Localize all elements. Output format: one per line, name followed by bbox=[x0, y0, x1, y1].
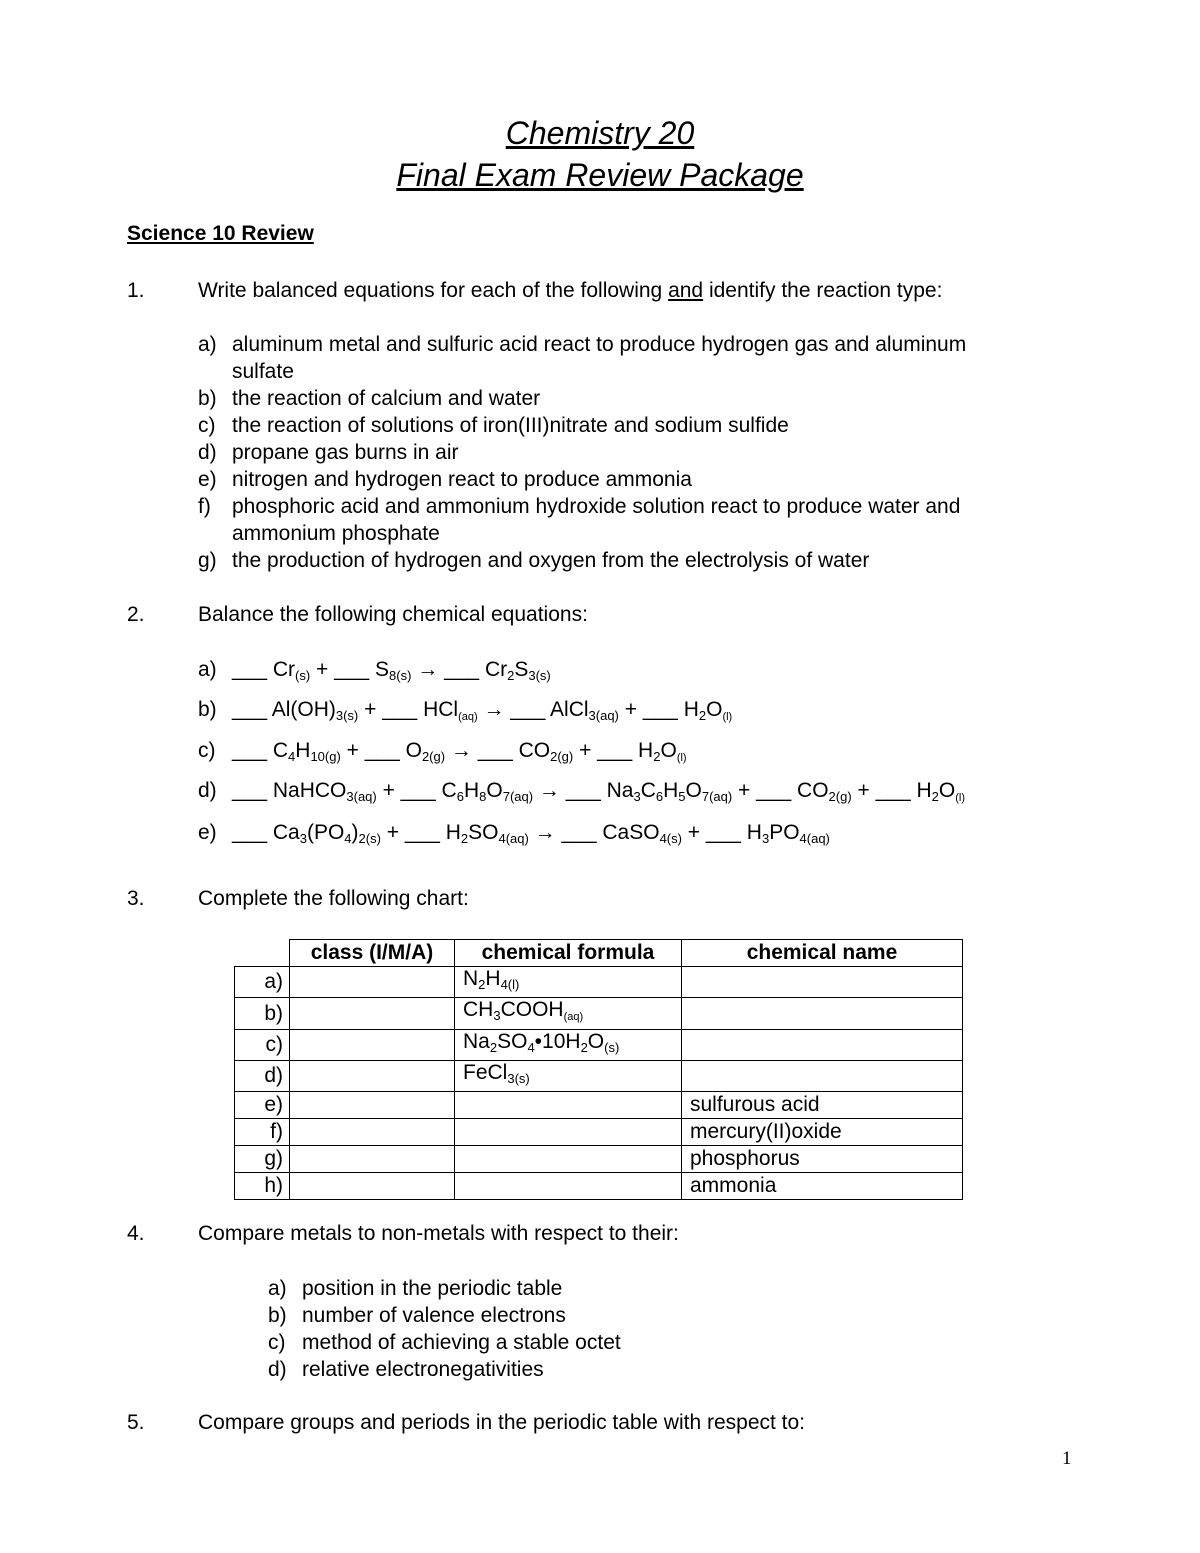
table-row: g) phosphorus bbox=[235, 1146, 963, 1173]
list-item: b) number of valence electrons bbox=[268, 1304, 566, 1327]
question-3-text: Complete the following chart: bbox=[198, 887, 469, 910]
name-cell: ammonia bbox=[682, 1173, 963, 1200]
table-row: b) $CH_3COOH_{(aq)}$ bbox=[235, 998, 963, 1030]
list-item: e) nitrogen and hydrogen react to produce ammonia bbox=[198, 468, 692, 491]
list-item: a) position in the periodic table bbox=[268, 1277, 563, 1300]
list-item: a) aluminum metal and sulfuric acid react to produce hydrogen gas and aluminum bbox=[198, 333, 967, 356]
formula-cell: $N_2H_{4(l)}$ bbox=[455, 967, 682, 998]
page-number: 1 bbox=[1062, 1448, 1072, 1469]
question-4-number: 4. bbox=[127, 1222, 145, 1245]
table-row: e) sulfurous acid bbox=[235, 1092, 963, 1119]
list-item-continuation: sulfate bbox=[232, 360, 294, 383]
question-2-text: Balance the following chemical equations: bbox=[198, 603, 588, 626]
formula-cell: FeCl$_{3(s)}$ bbox=[455, 1061, 682, 1092]
column-header-name: chemical name bbox=[682, 940, 963, 967]
column-header-formula: chemical formula bbox=[455, 940, 682, 967]
question-1-number: 1. bbox=[127, 279, 145, 302]
equation-a: a) ___ $Cr_{(s)}$ + ___ $S_{8(s)}$ → ___ $Cr_2S_{3(s)}$ bbox=[198, 658, 551, 683]
section-heading: Science 10 Review bbox=[127, 222, 314, 245]
chemistry-chart bbox=[234, 939, 963, 1200]
list-item: c) the reaction of solutions of iron(III)nitrate and sodium sulfide bbox=[198, 414, 789, 437]
document-title: Chemistry 20 bbox=[505, 115, 695, 151]
question-1-text bbox=[198, 278, 942, 304]
equation-e: e) ___ $Ca_3(PO_4)_{2(s)}$ + ___ $H_2SO_{4(aq)}$ → ___ CaSO$_{4(s)}$ + ___ $H_3PO_{4(aq)}$ bbox=[198, 821, 830, 846]
table-row: h) ammonia bbox=[235, 1173, 963, 1200]
list-item: g) the production of hydrogen and oxygen from the electrolysis of water bbox=[198, 549, 870, 572]
question-1-text-a: Write balanced equations for each of the following bbox=[198, 279, 669, 302]
equation-d: d) ___ NaHCO$_{3(aq)}$ + ___ $C_6H_8O_{7(aq)}$ → ___ $Na_3C_6H_5O_{7(aq)}$ + ___ $CO_{2(g)}$ + ___ $H_2O_{(l)}$ bbox=[198, 779, 965, 804]
name-cell: mercury(II)oxide bbox=[682, 1119, 963, 1146]
formula-cell: $Na_2SO_4•10H_2O_{(s)}$ bbox=[455, 1030, 682, 1061]
name-cell: sulfurous acid bbox=[682, 1092, 963, 1119]
question-1-emphasis: and bbox=[668, 279, 704, 302]
question-1-text-b: identify the reaction type: bbox=[703, 279, 943, 302]
question-5-number: 5. bbox=[127, 1411, 145, 1434]
list-item: b) the reaction of calcium and water bbox=[198, 387, 541, 410]
name-cell: phosphorus bbox=[682, 1146, 963, 1173]
question-2-number: 2. bbox=[127, 603, 145, 626]
list-item: c) method of achieving a stable octet bbox=[268, 1331, 621, 1354]
list-item: d) relative electronegativities bbox=[268, 1358, 544, 1381]
equation-b: b) ___ $Al(OH)_{3(s)}$ + ___ HCl$_{(aq)}$ → ___ AlCl$_{3(aq)}$ + ___ $H_2O_{(l)}$ bbox=[198, 698, 733, 723]
column-header-class: class (I/M/A) bbox=[290, 940, 455, 967]
equation-c: c) ___ $C_4H_{10(g)}$ + ___ $O_{2(g)}$ → ___ $CO_{2(g)}$ + ___ $H_2O_{(l)}$ bbox=[198, 739, 687, 764]
table-header-row bbox=[235, 940, 963, 967]
table-row: c) $Na_2SO_4•10H_2O_{(s)}$ bbox=[235, 1030, 963, 1061]
table-row: f) mercury(II)oxide bbox=[235, 1119, 963, 1146]
table-row: d) FeCl$_{3(s)}$ bbox=[235, 1061, 963, 1092]
formula-cell: $CH_3COOH_{(aq)}$ bbox=[455, 998, 682, 1030]
document-subtitle: Final Exam Review Package bbox=[396, 157, 804, 193]
table-row: a) $N_2H_{4(l)}$ bbox=[235, 967, 963, 998]
list-item-continuation: ammonium phosphate bbox=[232, 522, 440, 545]
list-item: f) phosphoric acid and ammonium hydroxide solution react to produce water and bbox=[198, 495, 961, 518]
question-4-text: Compare metals to non-metals with respect to their: bbox=[198, 1222, 679, 1245]
question-5-text: Compare groups and periods in the periodic table with respect to: bbox=[198, 1411, 806, 1434]
list-item: d) propane gas burns in air bbox=[198, 441, 459, 464]
question-3-number: 3. bbox=[127, 887, 145, 910]
